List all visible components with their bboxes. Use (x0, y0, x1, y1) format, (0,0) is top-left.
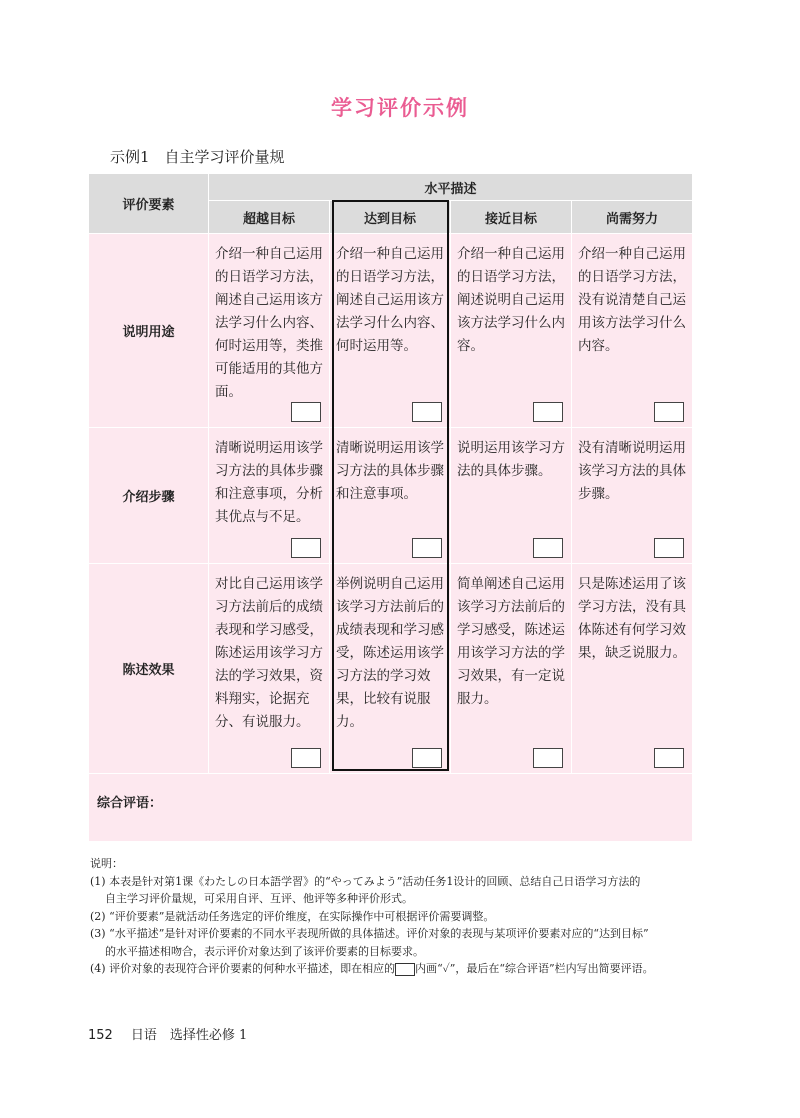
rubric-cell (330, 564, 451, 774)
rubric-cell (209, 428, 330, 564)
summary-comment-area[interactable] (89, 774, 693, 842)
check-box[interactable] (412, 748, 442, 768)
note-4-pre: (4) 评价对象的表现符合评价要素的何种水平描述，即在相应的 (90, 962, 396, 975)
note-3: (3) “水平描述”是针对评价要素的不同水平表现所做的具体描述。评价对象的表现与某项评价要素对应的“达到目标” (90, 927, 649, 940)
check-box[interactable] (291, 402, 321, 422)
row-label-purpose: 说明用途 (89, 234, 209, 428)
note-1-cont: 自主学习评价量规，可采用自评、互评、他评等多种评价形式。 (105, 892, 413, 905)
rubric-cell (209, 234, 330, 428)
page-title: 学习评价示例 (331, 96, 469, 120)
check-box[interactable] (654, 402, 684, 422)
check-box[interactable] (654, 748, 684, 768)
example-subtitle: 示例1 自主学习评价量规 (110, 148, 285, 166)
note-4-post: 内画“✓”，最后在“综合评语”栏内写出简要评语。 (415, 962, 654, 975)
cell-text: 介绍一种自己运用的日语学习方法，阐述自己运用该方法学习什么内容、何时运用等。 (336, 246, 444, 354)
note-1: (1) 本表是针对第1课《わたしの日本語学習》的“やってみよう”活动任务1设计的回顾、总结自己日语学习方法的 (90, 874, 641, 888)
rubric-table (88, 173, 692, 843)
check-box[interactable] (412, 402, 442, 422)
cell-text: 介绍一种自己运用的日语学习方法，没有说清楚自己运用该方法学习什么内容。 (578, 246, 686, 354)
check-box[interactable] (533, 538, 563, 558)
page-number: 152 (88, 1028, 113, 1043)
cell-text: 说明运用该学习方法的具体步骤。 (457, 440, 565, 479)
cell-text: 清晰说明运用该学习方法的具体步骤和注意事项，分析其优点与不足。 (215, 440, 323, 525)
notes-section (90, 855, 710, 978)
cell-text: 介绍一种自己运用的日语学习方法，阐述说明自己运用该方法学习什么内容。 (457, 246, 565, 354)
row-label-effect: 陈述效果 (89, 564, 209, 774)
cell-text: 对比自己运用该学习方法前后的成绩表现和学习感受，陈述运用该学习方法的学习效果，资料翔实，论据充分、有说服力。 (215, 576, 323, 730)
check-box[interactable] (412, 538, 442, 558)
level-header-meet: 达到目标 (330, 201, 451, 234)
cell-text: 介绍一种自己运用的日语学习方法，阐述自己运用该方法学习什么内容、何时运用等，类推可能适用的其他方面。 (215, 246, 323, 400)
rubric-cell (451, 564, 572, 774)
note-4 (90, 960, 710, 978)
rubric-cell (209, 564, 330, 774)
rubric-cell (451, 234, 572, 428)
check-box[interactable] (533, 748, 563, 768)
cell-text: 没有清晰说明运用该学习方法的具体步骤。 (578, 440, 686, 502)
cell-text: 清晰说明运用该学习方法的具体步骤和注意事项。 (336, 440, 444, 502)
rubric-cell (330, 428, 451, 564)
level-header-improve: 尚需努力 (572, 201, 693, 234)
rubric-cell (330, 234, 451, 428)
criteria-header: 评价要素 (89, 174, 209, 234)
rubric-cell (451, 428, 572, 564)
rubric-cell (572, 234, 693, 428)
note-2: (2) “评价要素”是就活动任务选定的评价维度，在实际操作中可根据评价需要调整。 (90, 909, 495, 923)
check-box[interactable] (291, 748, 321, 768)
level-header-exceed: 超越目标 (209, 201, 330, 234)
levels-header: 水平描述 (209, 174, 693, 201)
row-label-steps: 介绍步骤 (89, 428, 209, 564)
level-header-approach: 接近目标 (451, 201, 572, 234)
book-title: 日语 选择性必修 1 (130, 1028, 248, 1043)
notes-heading: 说明： (90, 857, 123, 870)
check-box[interactable] (533, 402, 563, 422)
cell-text: 简单阐述自己运用该学习方法前后的学习感受，陈述运用该学习方法的学习效果，有一定说服力。 (457, 576, 565, 707)
cell-text: 举例说明自己运用该学习方法前后的成绩表现和学习感受，陈述运用该学习方法的学习效果，比较有说服力。 (336, 576, 444, 730)
note-3-cont: 的水平描述相吻合，表示评价对象达到了该评价要素的目标要求。 (105, 944, 424, 958)
rubric-cell (572, 428, 693, 564)
check-box[interactable] (291, 538, 321, 558)
inline-box-icon (395, 963, 415, 976)
cell-text: 只是陈述运用了该学习方法，没有具体陈述有何学习效果，缺乏说服力。 (578, 576, 686, 661)
check-box[interactable] (654, 538, 684, 558)
page-footer (88, 1024, 247, 1043)
rubric-cell (572, 564, 693, 774)
summary-label: 综合评语： (97, 796, 163, 811)
